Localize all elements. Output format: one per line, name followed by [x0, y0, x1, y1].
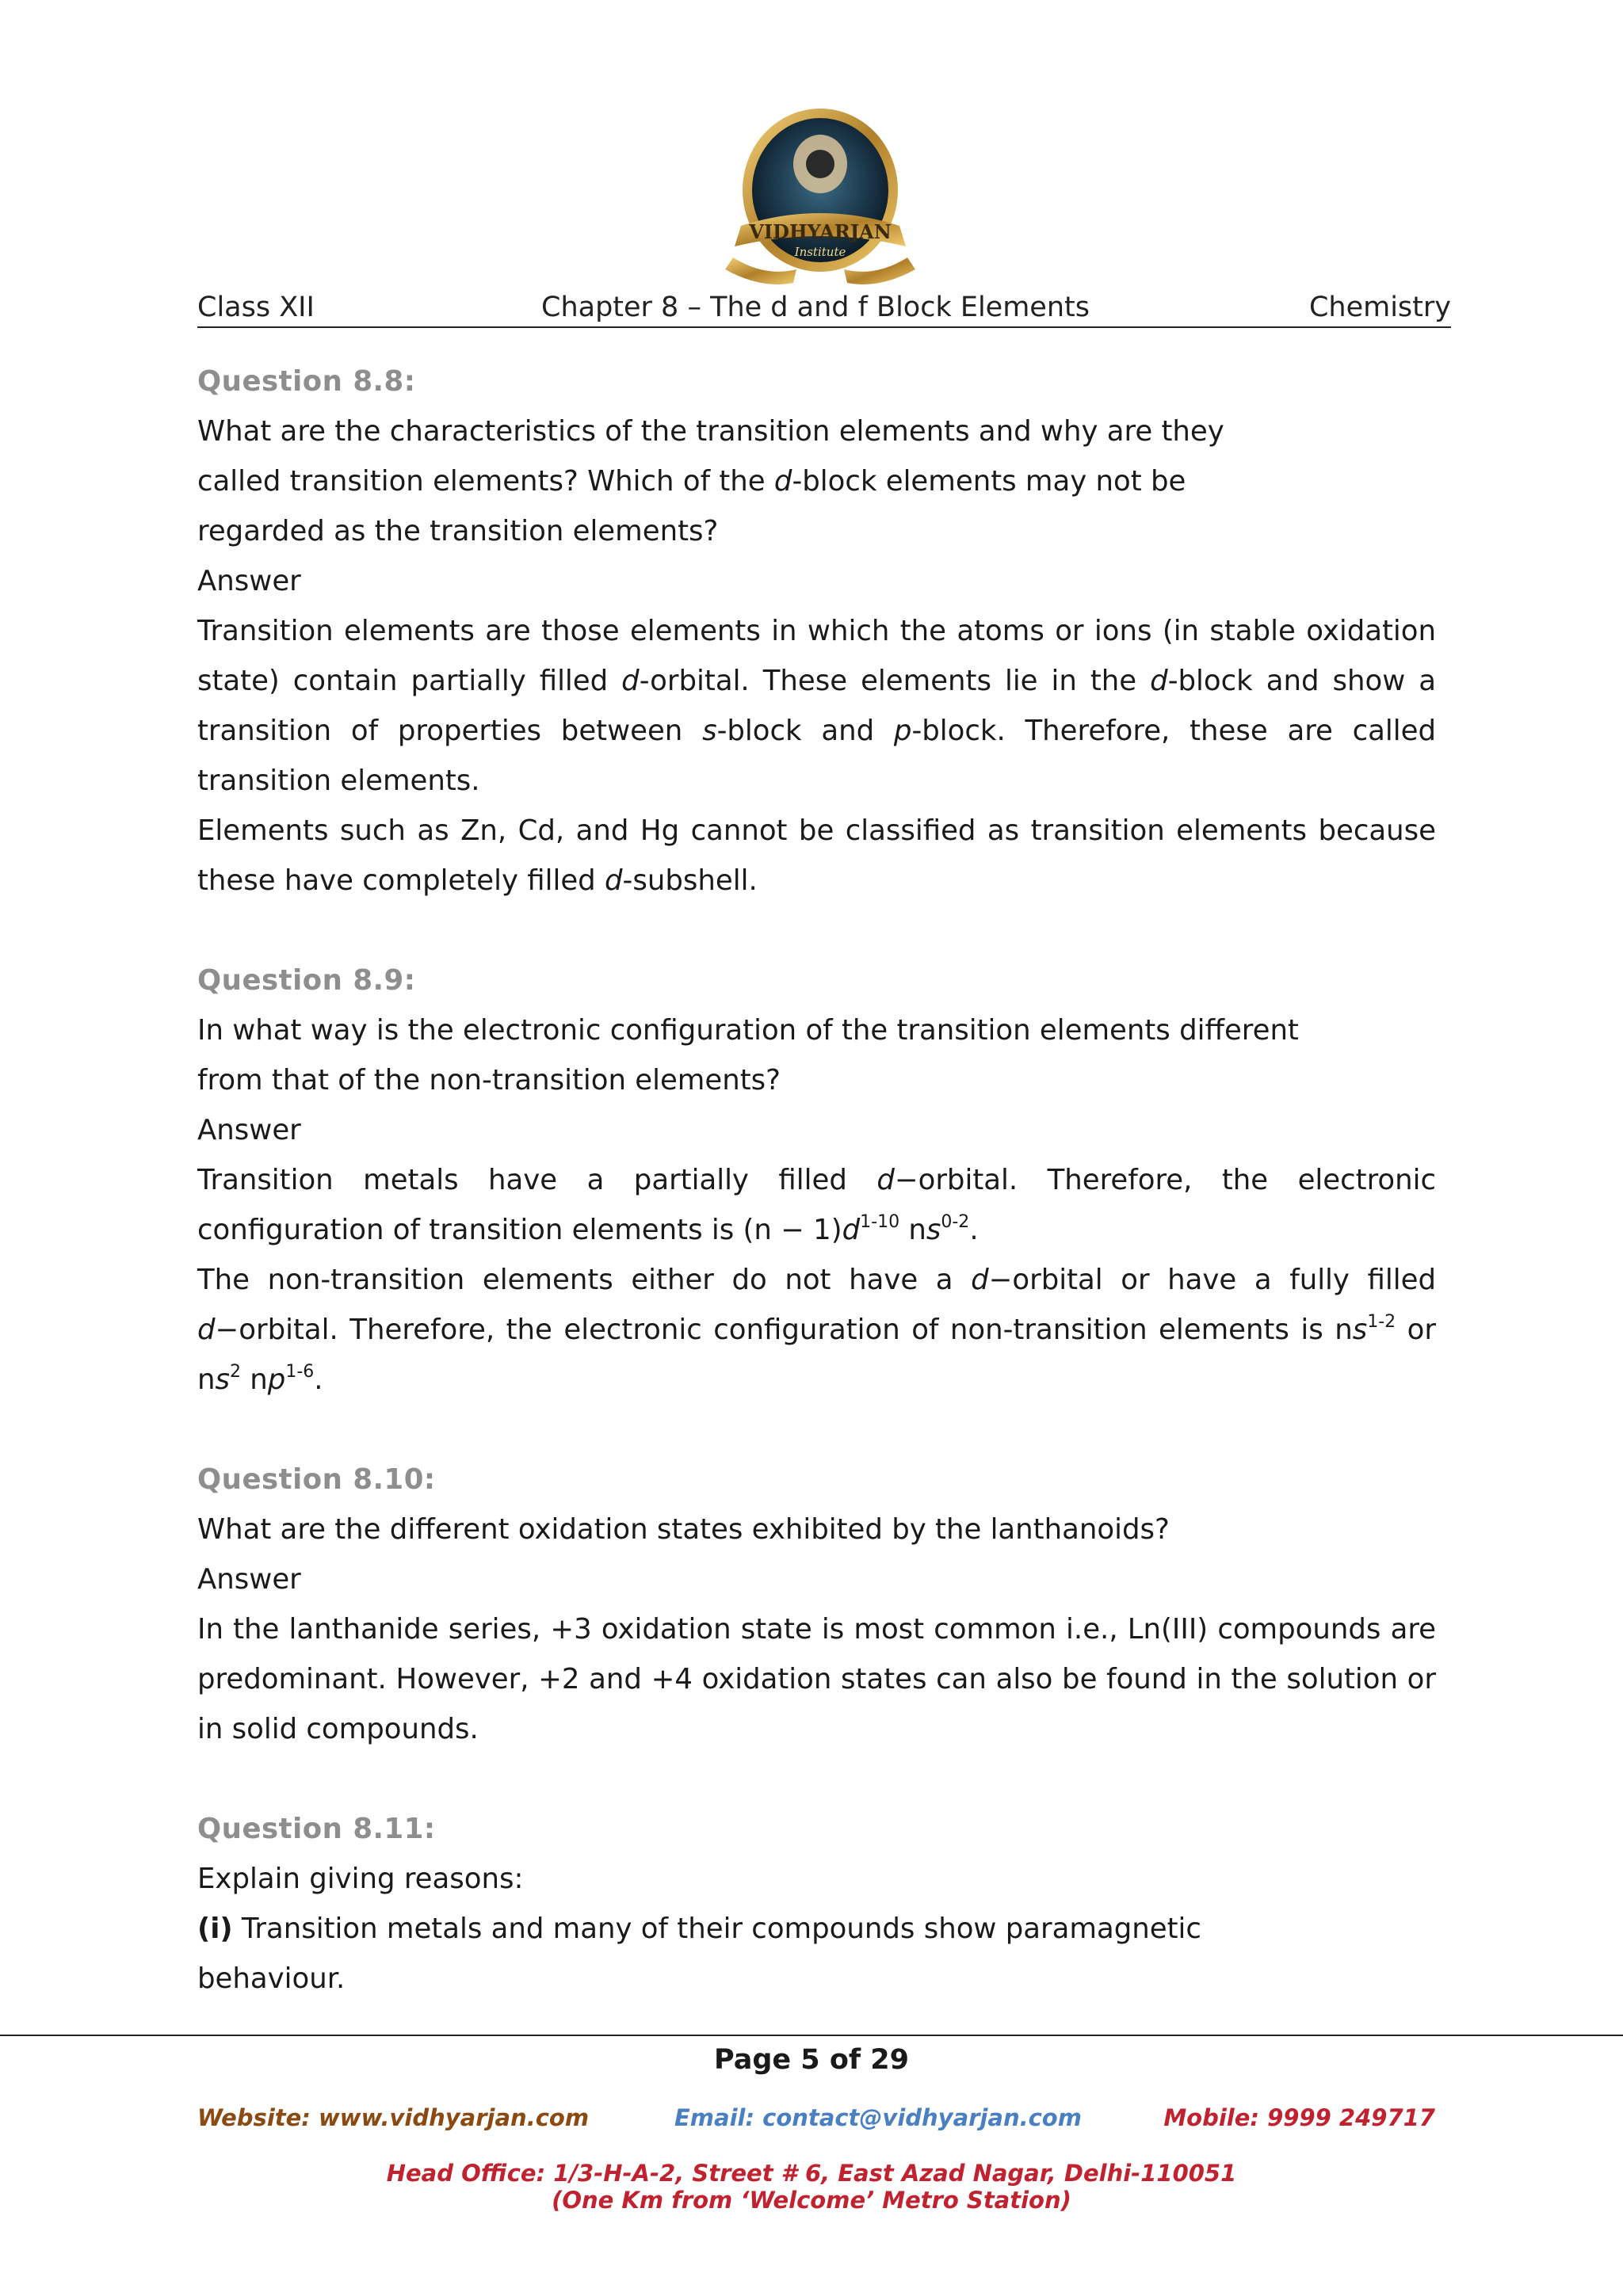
email-link[interactable]: Email: contact@vidhyarjan.com [674, 2104, 1082, 2131]
header-chapter: Chapter 8 – The d and f Block Elements [541, 292, 1090, 323]
question-8-10-line1: What are the different oxidation states exhibited by the lanthanoids? [197, 1513, 1170, 1546]
header-subject: Chemistry [1308, 292, 1451, 323]
question-8-8-line2: called transition elements? Which of the d-block elements may not be [197, 465, 1186, 498]
answer-label: Answer [197, 565, 301, 597]
question-8-9-line1: In what way is the electronic configuration of the transition elements different [197, 1014, 1299, 1047]
question-8-9-title: Question 8.9: [197, 964, 416, 997]
question-8-8-line1: What are the characteristics of the transition elements and why are they [197, 415, 1224, 448]
header-class: Class XII [197, 292, 315, 323]
question-8-11-part-i-cont: behaviour. [197, 1962, 346, 1995]
mobile-number: Mobile: 9999 249717 [1163, 2104, 1435, 2131]
website-link[interactable]: Website: www.vidhyarjan.com [197, 2104, 590, 2131]
question-8-10-title: Question 8.10: [197, 1463, 436, 1496]
svg-text:Institute: Institute [794, 245, 846, 259]
answer-8-8-para2: Elements such as Zn, Cd, and Hg cannot be classified as transition elements because these have completely filled d-subshell. [197, 814, 1436, 897]
answer-label: Answer [197, 1114, 301, 1146]
question-8-8-line3: regarded as the transition elements? [197, 515, 719, 547]
head-office-landmark: (One Km from ‘Welcome’ Metro Station) [552, 2187, 1071, 2214]
answer-8-8-para1: Transition elements are those elements in which the atoms or ions (in stable oxidation state) contain partially filled d-orbital. These elements lie in the d-block and show a transition of properties between s-block and p-block. Therefore, these are called transition elements. [197, 615, 1436, 797]
institute-logo [717, 107, 923, 289]
page-number: Page 5 of 29 [713, 2044, 909, 2076]
question-8-9-line2: from that of the non-transition elements? [197, 1064, 781, 1097]
answer-8-9-para2: The non-transition elements either do not have a d−orbital or have a fully filled d−orbital. Therefore, the electronic configuration of non-transition elements is $ns^{1-2}$ or $ns^2$ $np^{1-6}$. [197, 1264, 1436, 1396]
part-label: (i) [197, 1913, 233, 1945]
question-8-11-title: Question 8.11: [197, 1813, 436, 1845]
header-divider [197, 326, 1451, 328]
answer-8-10-para1: In the lanthanide series, +3 oxidation state is most common i.e., Ln(III) compounds are predominant. However, +2 and +4 oxidation states can also be found in the solution or in solid compounds. [197, 1613, 1436, 1745]
page-content [197, 357, 1436, 2004]
question-8-8-title: Question 8.8: [197, 365, 416, 398]
footer-divider [0, 2035, 1623, 2036]
answer-label: Answer [197, 1563, 301, 1596]
svg-text:VIDHYARJAN: VIDHYARJAN [749, 220, 892, 243]
question-8-11-part-i: (i) Transition metals and many of their compounds show paramagnetic [197, 1913, 1201, 1945]
question-8-11-line1: Explain giving reasons: [197, 1863, 524, 1895]
head-office-address: Head Office: 1/3-H-A-2, Street # 6, East Azad Nagar, Delhi-110051 [386, 2160, 1237, 2187]
answer-8-9-para1: Transition metals have a partially filled d−orbital. Therefore, the electronic configuration of transition elements is $(n - 1)d^{1-10}$ $ns^{0-2}$. [197, 1164, 1436, 1246]
